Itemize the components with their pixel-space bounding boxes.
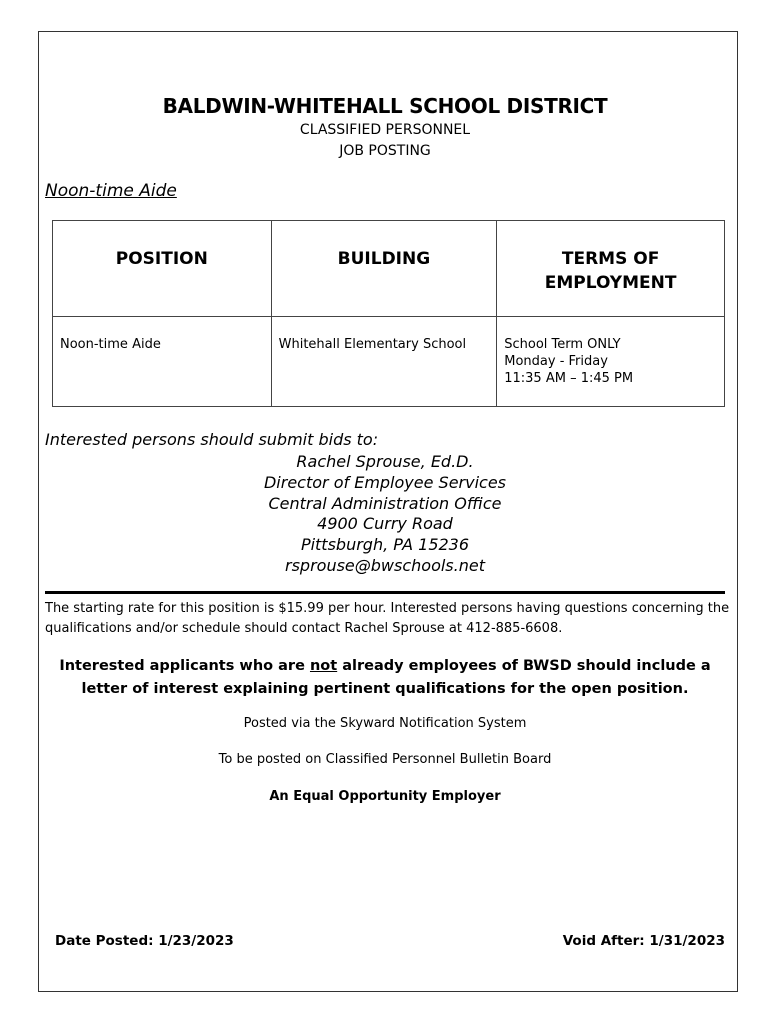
job-table — [52, 220, 725, 407]
job-title: Noon-time Aide — [45, 181, 177, 201]
applicants-text-after: already employees of BWSD should include a letter of interest explaining pertinent qualifications for the open position. — [81, 658, 711, 697]
applicants-text-before: Interested applicants who are — [59, 658, 310, 674]
contact-office: Central Administration Office — [268, 493, 502, 513]
cell-position: Noon-time Aide — [53, 317, 272, 407]
header-terms-label: TERMS OF EMPLOYMENT — [544, 249, 677, 293]
terms-line: Monday - Friday — [504, 354, 608, 369]
terms-line: 11:35 AM – 1:45 PM — [504, 371, 634, 386]
submit-intro: Interested persons should submit bids to: — [45, 430, 379, 449]
applicants-notice — [40, 655, 730, 701]
rate-paragraph: The starting rate for this position is $15.99 per hour. Interested persons having questions concerning the qualifications and/or schedule should contact Rachel Sprouse at 412-885-6608. — [45, 601, 730, 636]
applicants-emphasis: not — [309, 658, 338, 674]
equal-opportunity: An Equal Opportunity Employer — [269, 789, 501, 804]
contact-name: Rachel Sprouse, Ed.D. — [296, 452, 474, 471]
contact-street: 4900 Curry Road — [317, 514, 453, 534]
header-building: BUILDING — [271, 221, 497, 317]
void-after: Void After: 1/31/2023 — [562, 933, 725, 949]
date-posted: Date Posted: 1/23/2023 — [55, 933, 234, 949]
contact-title: Director of Employee Services — [263, 472, 506, 492]
posting-type: JOB POSTING — [339, 143, 431, 159]
contact-block — [0, 452, 770, 577]
header-position: POSITION — [53, 221, 272, 317]
cell-building: Whitehall Elementary School — [271, 317, 497, 407]
contact-city: Pittsburgh, PA 15236 — [300, 535, 470, 555]
divider — [45, 591, 725, 594]
posting-category: CLASSIFIED PERSONNEL — [299, 122, 471, 138]
posted-via: Posted via the Skyward Notification System — [243, 716, 527, 731]
terms-line: School Term ONLY — [504, 337, 621, 352]
contact-email[interactable]: rsprouse@bwschools.net — [285, 555, 485, 575]
bulletin-note: To be posted on Classified Personnel Bulletin Board — [218, 752, 552, 767]
header-terms — [497, 221, 725, 317]
table-header-row — [53, 221, 725, 317]
cell-terms — [497, 317, 725, 407]
table-row — [53, 317, 725, 407]
district-title: BALDWIN-WHITEHALL SCHOOL DISTRICT — [162, 94, 608, 118]
